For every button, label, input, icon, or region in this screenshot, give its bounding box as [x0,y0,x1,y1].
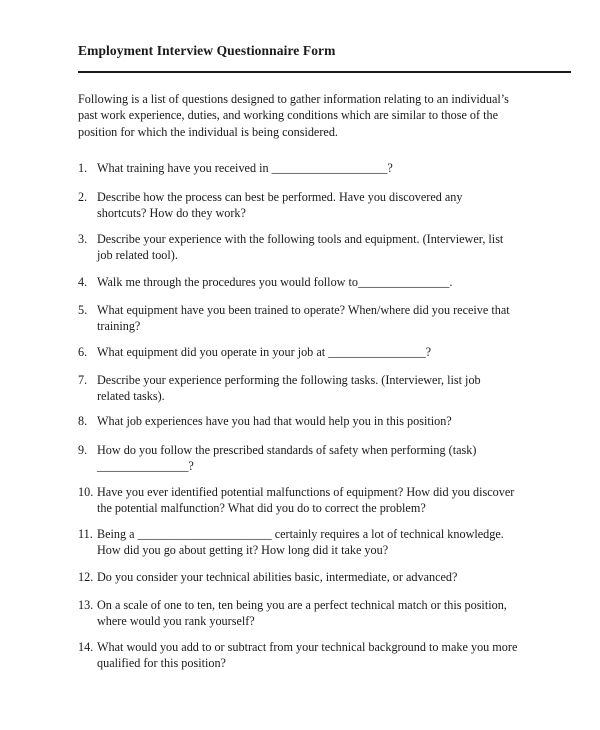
question-line: What training have you received in ___________________? [97,161,393,175]
question-text [97,274,547,290]
title-divider [78,71,571,73]
intro-paragraph [78,91,538,140]
question-line: qualified for this position? [97,656,226,671]
question-number: 1. [78,161,88,175]
document-title: Employment Interview Questionnaire Form [78,43,336,58]
question-text [97,484,547,517]
question-number: 10. [78,485,94,499]
question-line: What would you add to or subtract from your technical background to make you more [97,640,518,654]
question-line: What equipment have you been trained to operate? When/where did you receive that [97,303,510,317]
question-text [97,302,547,335]
question-line: How did you go about getting it? How long did it take you? [97,543,389,558]
question-line: job related tool). [97,248,178,263]
question-number: 14. [78,640,94,654]
intro-line: position for which the individual is being considered. [78,124,338,139]
question-text [97,344,547,360]
question-number: 12. [78,570,94,584]
question-text [97,372,547,405]
intro-line: Following is a list of questions designed to gather information relating to an individual’s [78,92,509,106]
question-text [97,639,547,672]
question-number: 9. [78,443,88,457]
question-line: _______________? [97,459,194,474]
question-number: 3. [78,232,88,246]
question-line: How do you follow the prescribed standards of safety when performing (task) [97,443,477,457]
question-number: 2. [78,190,88,204]
question-line: Do you consider your technical abilities basic, intermediate, or advanced? [97,570,458,584]
question-line: Have you ever identified potential malfunctions of equipment? How did you discover [97,485,515,499]
question-text [97,189,547,222]
question-text [97,413,547,429]
question-text [97,442,547,475]
question-number: 7. [78,373,88,387]
question-line: What equipment did you operate in your job at ________________? [97,345,432,359]
question-number: 11. [78,527,93,541]
question-line: related tasks). [97,389,165,404]
question-line: What job experiences have you had that would help you in this position? [97,414,452,428]
question-number: 13. [78,598,94,612]
question-line: training? [97,319,141,334]
question-number: 6. [78,345,88,359]
question-line: Describe your experience performing the following tasks. (Interviewer, list job [97,373,481,387]
question-text [97,569,547,585]
question-line: Describe your experience with the following tools and equipment. (Interviewer, list [97,232,504,246]
question-line: On a scale of one to ten, ten being you are a perfect technical match or this position, [97,598,507,612]
question-text [97,526,547,559]
question-line: shortcuts? How do they work? [97,206,246,221]
intro-line: past work experience, duties, and working conditions which are similar to those of the [78,108,499,123]
question-number: 4. [78,275,88,289]
question-text [97,597,547,630]
question-line: Being a ______________________ certainly requires a lot of technical knowledge. [97,527,504,541]
question-text [97,231,547,264]
question-text [97,160,547,176]
question-line: where would you rank yourself? [97,614,255,629]
question-line: the potential malfunction? What did you do to correct the problem? [97,501,426,516]
question-line: Walk me through the procedures you would follow to_______________. [97,275,453,289]
question-number: 5. [78,303,88,317]
question-number: 8. [78,414,88,428]
question-line: Describe how the process can best be performed. Have you discovered any [97,190,463,204]
